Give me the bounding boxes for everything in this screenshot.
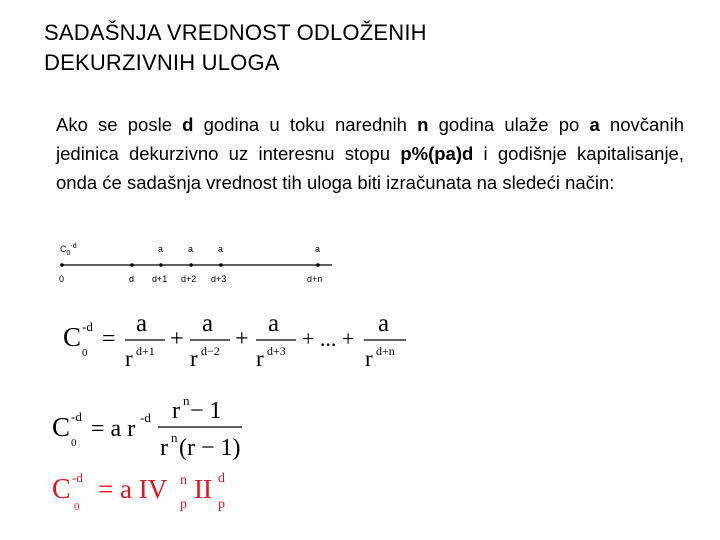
f1-plus-2: + — [235, 326, 249, 352]
f1-num-2: a — [202, 310, 214, 337]
timeline-a-n: a — [315, 244, 321, 254]
f1-exp-3: d+3 — [267, 344, 286, 358]
f1-num-1: a — [136, 310, 148, 337]
f1-eq: = — [102, 326, 116, 352]
f3-ii-sub: p — [218, 497, 225, 512]
title-line-2: DEKURZIVNIH ULOGA — [44, 50, 280, 75]
c-sup: -d — [70, 243, 77, 250]
f2-den-r: r — [160, 435, 168, 461]
f3-rhs: = a IV — [98, 474, 168, 504]
f2-den-sup: n — [171, 430, 178, 445]
para-bold-rate: p%(pa)d — [400, 143, 474, 164]
para-text-5: i godišnje kapitalisanje, onda će sadašnja vrednost tih uloga biti izračunata na sledeći način: — [56, 143, 684, 193]
para-text-4: novčanih jedinica dekurzivno uz interesnu stopu — [56, 114, 684, 164]
f1-den-1: r — [125, 346, 133, 371]
f2-den-tail: (r − 1) — [179, 435, 241, 461]
f2-rhs-prefix: = a r — [91, 416, 136, 442]
timeline-label-d1: d+1 — [152, 274, 168, 284]
f1-den-3: r — [256, 346, 264, 371]
f3-ii-sup: d — [218, 471, 225, 486]
para-bold-a: a — [589, 114, 600, 135]
f3-ii: II — [194, 474, 212, 504]
title-line-1: SADAŠNJA VREDNOST ODLOŽENIH — [44, 20, 427, 45]
f1-den-n: r — [365, 346, 373, 371]
f1-lhs-sub: 0 — [82, 347, 88, 359]
f2-num-tail: − 1 — [190, 398, 222, 424]
timeline-label-dn: d+n — [307, 274, 323, 284]
timeline-label-0: 0 — [59, 274, 65, 284]
f1-num-3: a — [268, 310, 280, 337]
f2-lhs-sub: 0 — [71, 437, 77, 449]
f2-num-sup: n — [183, 393, 190, 408]
f1-exp-1: d+1 — [136, 344, 155, 358]
f3-iv-sub: p — [180, 497, 187, 512]
f3-lhs-c: C — [52, 474, 71, 505]
timeline-label-d3: d+3 — [211, 274, 227, 284]
f1-exp-2: d−2 — [201, 344, 220, 358]
f3-lhs-sup: -d — [72, 470, 83, 485]
timeline-label-d: d — [129, 274, 135, 284]
f1-plus-1: + — [170, 326, 184, 352]
f1-den-2: r — [190, 346, 198, 371]
para-text-2: godina u toku narednih — [193, 114, 418, 135]
para-bold-n: n — [417, 114, 429, 135]
f2-rhs-sup: -d — [140, 410, 151, 425]
c-base: C — [60, 244, 67, 254]
f1-lhs-sup: -d — [82, 319, 93, 334]
timeline-a-1: a — [158, 244, 164, 254]
para-bold-d: d — [182, 114, 194, 135]
f3-iv-sup: n — [180, 473, 187, 488]
timeline-label-d2: d+2 — [181, 274, 197, 284]
f2-lhs-c: C — [52, 412, 71, 442]
para-text-3: godina ulaže po — [428, 114, 590, 135]
f1-lhs-c: C — [63, 322, 82, 352]
timeline-a-3: a — [218, 244, 224, 254]
f3-lhs-sub: 0 — [74, 501, 80, 513]
para-text-1: Ako se posle — [56, 114, 183, 135]
f1-ellipsis: + ... + — [302, 326, 355, 351]
f2-lhs-sup: -d — [71, 409, 82, 424]
f1-num-n: a — [378, 310, 390, 337]
f2-num-r: r — [172, 398, 180, 424]
f1-exp-n: d+n — [376, 344, 395, 358]
c-sub: 0 — [66, 249, 71, 257]
timeline-a-2: a — [188, 244, 194, 254]
